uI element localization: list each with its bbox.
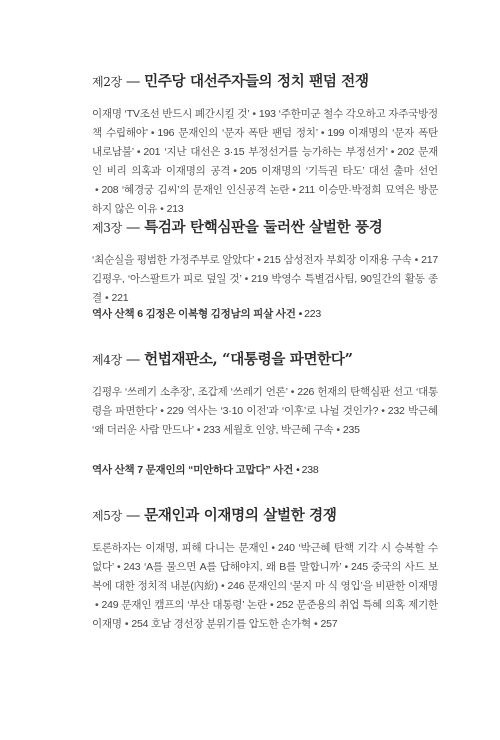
entry-title: 문재인 비리 의혹과 이재명의 공격 — [92, 146, 439, 177]
entry-page: 208 — [101, 184, 119, 196]
entry-page: 245 — [350, 561, 368, 573]
entry-title: 박영수 특별검사팀, 90일간의 활동 종결 — [92, 273, 438, 304]
entry-title: 박근혜 ‘왜 더러운 사람 만드나’ — [92, 405, 439, 436]
entry-page: 233 — [203, 424, 221, 436]
entry-page: 215 — [263, 254, 281, 266]
entry-page: 238 — [301, 464, 319, 476]
chapter-number: 제2장 — [92, 75, 122, 89]
entry-title: 토론하자는 이재명, 피해 다니는 문재인 — [92, 542, 269, 554]
chapter-2-section — [92, 70, 438, 219]
entry-title: ‘지난 대선은 3·15 부정선거를 능가하는 부정선거’ — [164, 146, 388, 158]
history-walk-6 — [92, 306, 438, 321]
entry-title: 문준용의 취업 특혜 의혹 제기한 이재명 — [92, 599, 438, 630]
entry-separator: • — [292, 184, 296, 196]
entry-page: 246 — [227, 580, 245, 592]
entry-separator: • — [313, 618, 318, 630]
entry-page: 257 — [320, 618, 338, 630]
entry-separator: • — [95, 599, 99, 611]
chapter-dash: — — [125, 74, 141, 90]
entry-title: 호남 경선장 분위기를 압도한 손가혁 — [150, 618, 311, 630]
entry-page: 211 — [298, 184, 315, 196]
entry-page: 213 — [166, 203, 184, 215]
entry-separator: • — [117, 561, 121, 573]
chapter-number: 제4장 — [92, 353, 122, 367]
chapter-dash: — — [125, 352, 141, 368]
entry-separator: • — [252, 108, 256, 120]
entry-title: ‘주한미군 철수 각오하고 자주국방정책 수립해야’ — [92, 108, 438, 139]
entry-separator: • — [104, 292, 109, 304]
entry-separator: • — [196, 424, 201, 436]
chapter-dash: — — [125, 220, 141, 236]
entry-title: 김평우, ‘아스팔트가 피로 덮일 것’ — [92, 273, 242, 285]
chapter-3-section — [92, 216, 438, 308]
entry-separator: • — [124, 618, 129, 630]
chapter-heading: 특검과 탄핵심판을 둘러싼 살벌한 풍경 — [144, 219, 383, 236]
entry-title: 김평우 ‘쓰레기 소추장’, 조갑제 ‘쓰레기 언론’ — [92, 386, 288, 398]
entry-title: 문재인의 ‘묻지 마 식 영입’을 비판한 이재명 — [247, 580, 438, 592]
entry-separator: • — [390, 146, 395, 158]
entry-separator: • — [233, 165, 237, 177]
chapter-entries — [92, 251, 438, 308]
chapter-heading: 민주당 대선주자들의 정치 팬덤 전쟁 — [144, 73, 369, 90]
chapter-heading: 헌법재판소, “대통령을 파면한다” — [144, 351, 353, 368]
entry-separator: • — [269, 599, 274, 611]
entry-separator: • — [290, 386, 295, 398]
entry-title: 문재인 캠프의 ‘부산 대통령’ 논란 — [121, 599, 267, 611]
entry-separator: • — [271, 542, 275, 554]
entry-separator: • — [160, 203, 164, 215]
entry-title: ‘박근혜 탄핵 기각 시 승복할 수 없다’ — [92, 542, 438, 573]
chapter-entries — [92, 383, 438, 440]
entry-page: 201 — [143, 146, 161, 158]
entry-separator: • — [160, 405, 164, 417]
chapter-title — [92, 504, 438, 525]
entry-page: 226 — [297, 386, 315, 398]
entry-separator: • — [336, 424, 340, 436]
entry-page: 223 — [304, 308, 322, 320]
entry-page: 199 — [327, 127, 345, 139]
entry-page: 205 — [239, 165, 257, 177]
entry-page: 219 — [251, 273, 269, 285]
entry-title: 중국의 사드 보복에 대한 정치적 내분(內紛) — [92, 561, 439, 592]
entry-separator: • — [150, 127, 155, 139]
entry-title: 세월호 인양, 박근혜 구속 — [223, 424, 334, 436]
chapter-title — [92, 216, 438, 237]
chapter-5-section — [92, 504, 438, 634]
entry-title: 헌재의 탄핵심판 선고 ‘대통령을 파면한다’ — [92, 386, 438, 417]
entry-title: 문재인의 ‘문자 폭탄 팬덤 정치’ — [178, 127, 318, 139]
history-walk-label: 역사 산책 6 — [92, 308, 143, 320]
entry-page: 252 — [276, 599, 294, 611]
entry-title: 이재명의 ‘문자 폭탄 내로남불’ — [92, 127, 438, 158]
entry-title: ‘혜경궁 김씨’의 문재인 인신공격 논란 — [121, 184, 290, 196]
entry-title: 역사는 ‘3·10 이전’과 ‘이후’로 나뉠 것인가? — [187, 405, 379, 417]
entry-page: 249 — [101, 599, 119, 611]
chapter-number: 제3장 — [92, 221, 122, 235]
entry-page: 235 — [342, 424, 360, 436]
entry-separator: • — [95, 184, 99, 196]
entry-title: 이재명의 ‘기득권 타도’ 대선 출마 선언 — [261, 165, 439, 177]
entry-page: 196 — [157, 127, 175, 139]
chapter-entries — [92, 539, 438, 634]
entry-page: 217 — [421, 254, 439, 266]
entry-page: 254 — [131, 618, 149, 630]
chapter-dash: — — [125, 508, 141, 524]
entry-title: ‘최순실을 평범한 가정주부로 알았다’ — [92, 254, 255, 266]
entry-separator: • — [257, 254, 261, 266]
history-walk-label: 역사 산책 7 — [92, 464, 143, 476]
entry-page: 243 — [123, 561, 141, 573]
chapter-title — [92, 70, 438, 91]
entry-title: 이재명 ‘TV조선 반드시 폐간시킬 것’ — [92, 108, 250, 120]
entry-page: 193 — [258, 108, 276, 120]
entry-separator: • — [344, 561, 348, 573]
entry-separator: • — [220, 580, 225, 592]
history-walk-title: 문재인의 “미안하다 고맙다” 사건 — [145, 464, 294, 476]
entry-separator: • — [298, 308, 303, 320]
history-walk-7 — [92, 462, 438, 477]
entry-separator: • — [381, 405, 385, 417]
entry-separator: • — [296, 464, 300, 476]
entry-title: 삼성전자 부회장 이재용 구속 — [283, 254, 412, 266]
chapter-number: 제5장 — [92, 509, 122, 523]
entry-title: 이승만·박정희 묘역은 방문하지 않은 이유 — [92, 184, 439, 215]
entry-title: ‘A를 물으면 A를 답해야지, 왜 B를 말합니까’ — [143, 561, 342, 573]
entry-page: 240 — [277, 542, 295, 554]
entry-separator: • — [414, 254, 419, 266]
history-walk-title: 김정은 이복형 김정남의 피살 사건 — [145, 308, 296, 320]
chapter-entries — [92, 105, 438, 219]
entry-page: 232 — [387, 405, 405, 417]
entry-separator: • — [136, 146, 141, 158]
entry-page: 229 — [166, 405, 184, 417]
entry-page: 221 — [111, 292, 129, 304]
chapter-heading: 문재인과 이재명의 살벌한 경쟁 — [144, 507, 337, 524]
entry-page: 202 — [397, 146, 415, 158]
entry-separator: • — [244, 273, 249, 285]
chapter-title — [92, 348, 438, 369]
chapter-4-section — [92, 348, 438, 440]
entry-separator: • — [320, 127, 325, 139]
